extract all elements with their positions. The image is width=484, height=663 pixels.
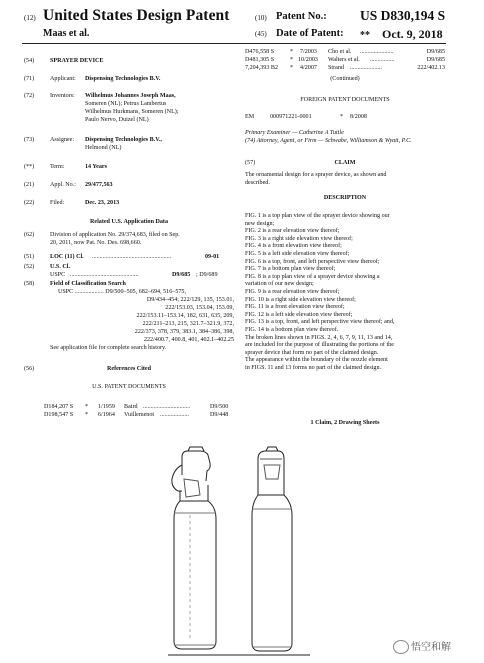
code-12: (12) xyxy=(24,14,36,22)
ref-date: 7/2003 xyxy=(300,49,317,55)
ref-date: 4/2007 xyxy=(300,65,317,71)
sprayer-drawing xyxy=(160,445,320,657)
foreign-docs-heading: FOREIGN PATENT DOCUMENTS xyxy=(300,97,390,103)
ref-class: D9/500 xyxy=(210,404,229,410)
description-heading: DESCRIPTION xyxy=(323,195,367,201)
ref-dots: ..................... xyxy=(350,65,382,71)
inventor-line: Wilhelmus Hurkmans, Someren (NL); xyxy=(85,109,179,115)
ref-name: Baird xyxy=(124,404,138,410)
description-line: are included for the purpose of illustrating the portions of the xyxy=(245,342,394,349)
description-line: FIG. 1 is a top plan view of the sprayer device showing our xyxy=(245,213,390,219)
ref-star: * xyxy=(290,49,294,55)
ref-name: Cho et al. xyxy=(328,49,352,55)
ref-dots: ................... xyxy=(160,412,189,418)
description-line: FIG. 11 is a front elevation view thereof; xyxy=(245,304,345,311)
ref-dots: ............................... xyxy=(143,404,191,410)
search-line: 222/373, 378, 379, 383.1, 384–386, 398, xyxy=(134,329,234,335)
claims-sheets-count: 1 Claim, 2 Drawing Sheets xyxy=(310,420,380,426)
description-body xyxy=(245,213,447,372)
ref-dots: ................ xyxy=(370,57,395,63)
ref-star: * xyxy=(290,57,294,63)
ref-number: D184,207 S xyxy=(44,404,74,410)
ref-class: D9/685 xyxy=(426,57,445,63)
field-search-label: Field of Classification Search xyxy=(50,281,126,287)
claim-text-line: described. xyxy=(245,180,270,186)
foreign-star: * xyxy=(340,114,344,120)
uspc-label: USPC xyxy=(50,272,66,278)
ref-name: Strand xyxy=(328,65,344,71)
ref-star: * xyxy=(85,404,89,410)
field-56-code: (56) xyxy=(24,366,35,372)
ref-name: Vuillemenot xyxy=(124,412,155,418)
description-line: FIG. 14 is a bottom plan view thereof. xyxy=(245,326,339,333)
claim-code: (57) xyxy=(245,160,256,166)
references-cited-heading: References Cited xyxy=(106,366,152,372)
us-cl-label: U.S. Cl. xyxy=(50,264,70,270)
inventor-line: Wilhelmus Johannes Joseph Maas, xyxy=(85,93,176,99)
term-label: Term: xyxy=(50,164,65,170)
field-22-code: (22) xyxy=(24,200,35,206)
header-rule xyxy=(22,43,446,44)
term-stars: ** xyxy=(360,30,370,41)
loc-value: 09-01 xyxy=(205,254,220,260)
filed-label: Filed: xyxy=(50,200,65,206)
date-of-patent: Oct. 9, 2018 xyxy=(382,27,443,41)
assignee-label: Assignee: xyxy=(50,137,75,143)
ref-number: D476,558 S xyxy=(245,49,275,55)
ref-name: Walters et al. xyxy=(328,57,360,63)
division-line: Division of application No. 29/374,683, filed on Sep. xyxy=(50,232,180,238)
description-line: The appearance within the boundary of the nozzle element xyxy=(245,357,388,364)
search-line: D9/434–454; 222/129, 135, 153.01, xyxy=(146,297,234,303)
authors: Maas et al. xyxy=(43,28,90,39)
search-line: 222/211–213, 215, 321.7–321.9, 372, xyxy=(142,321,234,327)
description-line: FIG. 9 is a rear elevation view thereof; xyxy=(245,288,340,295)
ref-star: * xyxy=(85,412,89,418)
patent-number: US D830,194 S xyxy=(360,8,446,23)
description-line: The broken lines shown in FIGS. 2, 4, 6, 7, 9, 11, 13 and 14, xyxy=(245,334,393,341)
search-line: 222/400.7, 400.8, 401, 402.1–402.25 xyxy=(143,337,234,343)
filed-value: Dec. 23, 2013 xyxy=(85,200,120,206)
inventors-label: Inventors: xyxy=(50,93,75,99)
sprayer-bottle-front xyxy=(172,447,216,649)
description-line: variation of our new design; xyxy=(245,281,314,288)
field-58-code: (58) xyxy=(24,281,35,287)
search-line: 222/153.03, 153.04, 153.09, xyxy=(165,305,234,311)
wechat-icon xyxy=(393,640,409,654)
sprayer-bottle-side xyxy=(252,447,292,651)
ref-number: D481,305 S xyxy=(245,57,275,63)
ref-date: 1/1959 xyxy=(98,404,115,410)
ref-star: * xyxy=(290,65,294,71)
description-line: FIG. 7 is a bottom plan view thereof; xyxy=(245,266,336,273)
description-line: FIG. 8 is a top plan view of a sprayer device showing a xyxy=(245,273,380,280)
ref-class: D9/685 xyxy=(426,49,445,55)
patent-no-label: Patent No.: xyxy=(276,11,327,22)
ref-number: 7,204,393 B2 xyxy=(245,65,279,71)
field-51-code: (51) xyxy=(24,254,35,260)
inventor-line: Paulo Nervo, Duizel (NL) xyxy=(85,117,149,123)
description-line: sprayer device that form no part of the claimed design. xyxy=(245,349,379,356)
code-45: (45) xyxy=(255,30,267,38)
claim-heading: CLAIM xyxy=(334,160,356,166)
ref-class: D9/448 xyxy=(210,412,229,418)
appl-no-label: Appl. No.: xyxy=(50,182,76,188)
assignee-line: Helmond (NL) xyxy=(85,145,122,151)
field-54-code: (54) xyxy=(24,58,35,64)
title-of-invention: SPRAYER DEVICE xyxy=(50,58,104,64)
description-line: FIG. 10 is a right side elevation view thereof; xyxy=(245,296,356,303)
field-62-code: (62) xyxy=(24,232,35,238)
foreign-date: 8/2008 xyxy=(350,114,367,120)
field-72-code: (72) xyxy=(24,93,35,99)
description-line: FIG. 4 is a front elevation view thereof; xyxy=(245,243,342,250)
field-73-code: (73) xyxy=(24,137,35,143)
ref-dots: ...................... xyxy=(360,49,394,55)
appl-no-value: 29/477,563 xyxy=(85,182,113,188)
continued-note: (Continued) xyxy=(330,76,360,82)
field-21-code: (21) xyxy=(24,182,35,188)
foreign-number: 000971221-0001 xyxy=(270,114,312,120)
claim-text-line: The ornamental design for a sprayer device, as shown and xyxy=(245,172,387,178)
uspc-dots: ............................................. xyxy=(70,272,139,278)
description-line: FIG. 6 is a top, front, and left perspective view thereof; xyxy=(245,258,380,265)
description-line: FIG. 12 is a left side elevation view thereof; xyxy=(245,311,353,318)
loc-dots: .................................................... xyxy=(92,254,172,260)
ref-number: D198,547 S xyxy=(44,412,74,418)
document-title: United States Design Patent xyxy=(43,7,230,24)
applicant-value: Dispensing Technologies B.V. xyxy=(85,76,161,82)
description-line: FIG. 3 is a right side elevation view thereof; xyxy=(245,235,353,242)
inventor-line: Someren (NL); Petrus Lambertus xyxy=(85,101,167,107)
applicant-label: Applicant: xyxy=(50,76,76,82)
description-line: FIG. 5 is a left side elevation view thereof; xyxy=(245,250,350,257)
attorney: (74) Attorney, Agent, or Firm — Schwabe, Williamson & Wyatt, P.C. xyxy=(245,138,412,144)
ref-class: 222/402.13 xyxy=(417,65,445,71)
uspc-value-2: ; D9/689 xyxy=(196,272,218,278)
uspc-value: D9/685 xyxy=(172,272,191,278)
code-10: (10) xyxy=(255,14,267,22)
division-line: 20, 2011, now Pat. No. Des. 698,660. xyxy=(50,240,142,246)
loc-label: LOC (11) Cl. xyxy=(50,254,84,260)
date-label: Date of Patent: xyxy=(276,28,344,39)
primary-examiner: Primary Examiner — Catherine A Tuttle xyxy=(245,130,344,136)
assignee-line: Dispensing Technologies B.V., xyxy=(85,137,162,143)
term-code: (**) xyxy=(24,164,35,170)
search-history-note: See application file for complete search history. xyxy=(50,345,167,351)
term-value: 14 Years xyxy=(85,164,107,170)
description-line: FIG. 2 is a rear elevation view thereof; xyxy=(245,228,340,235)
related-data-heading: Related U.S. Application Data xyxy=(89,219,169,225)
us-patent-docs-heading: U.S. PATENT DOCUMENTS xyxy=(92,384,166,390)
field-52-code: (52) xyxy=(24,264,35,270)
ref-date: 10/2003 xyxy=(298,57,318,63)
search-line: USPC ................... D9/500–505, 682–694, 516–575, xyxy=(58,289,186,295)
description-line: new design; xyxy=(245,220,275,227)
description-line: in FIGS. 11 and 13 forms no part of the claimed design. xyxy=(245,364,382,371)
search-line: 222/153.11–153.14, 182, 631, 635, 209, xyxy=(136,313,234,319)
description-line: FIG. 13 is a top, front, and left perspective view thereof; and, xyxy=(245,319,395,326)
field-71-code: (71) xyxy=(24,76,35,82)
foreign-office: EM xyxy=(245,114,255,120)
ref-date: 6/1964 xyxy=(98,412,115,418)
watermark-text: 悟空和解 xyxy=(411,642,451,653)
